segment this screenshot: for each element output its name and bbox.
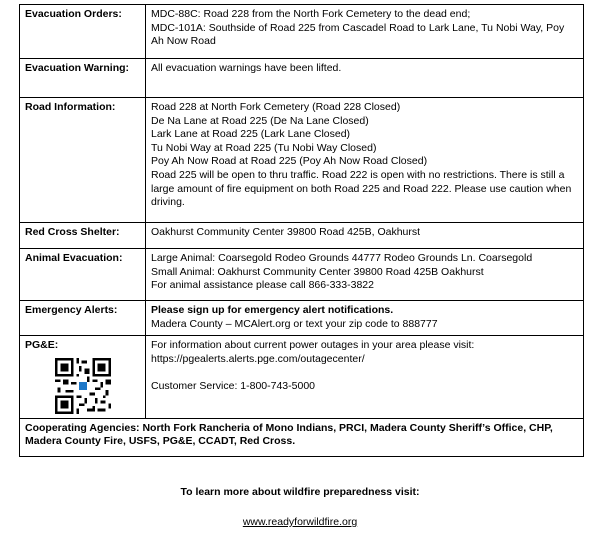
table-row xyxy=(20,301,584,336)
evacuation-orders-value xyxy=(146,5,584,59)
evacuation-warning-value xyxy=(146,59,584,98)
table-row xyxy=(20,418,584,456)
road-closure-line: Poy Ah Now Road at Road 225 (Poy Ah Now Road Closed) xyxy=(151,155,428,168)
table-row xyxy=(20,59,584,98)
pge-label: PG&E: xyxy=(25,339,59,352)
customer-service-line: Customer Service: 1-800-743-5000 xyxy=(151,380,316,393)
emergency-alerts-value xyxy=(146,301,584,336)
alert-signup-line: Please sign up for emergency alert notifications. xyxy=(151,304,394,316)
road-information-value xyxy=(146,98,584,223)
outage-center-link[interactable]: https://pgealerts.alerts.pge.com/outagecenter/ xyxy=(151,352,365,365)
road-closure-line: Lark Lane at Road 225 (Lark Lane Closed) xyxy=(151,128,351,141)
table-row xyxy=(20,98,584,223)
evacuation-warning-line: All evacuation warnings have been lifted. xyxy=(151,62,342,74)
road-traffic-note: Road 225 will be open to thru traffic. Road 222 is open with no restrictions. There is still a large amount of fire equipment on both Road 225 and Road 222. Please use caution when driving. xyxy=(151,168,572,209)
qr-code-icon[interactable] xyxy=(55,358,111,414)
pge-value xyxy=(146,336,584,419)
outage-info-line: For information about current power outages in your area please visit: xyxy=(151,339,475,352)
shelter-address: Oakhurst Community Center 39800 Road 425B, Oakhurst xyxy=(151,226,421,238)
road-closure-line: Tu Nobi Way at Road 225 (Tu Nobi Way Closed) xyxy=(151,141,377,154)
table-row xyxy=(20,336,584,419)
large-animal-line: Large Animal: Coarsegold Rodeo Grounds 44777 Rodeo Grounds Ln. Coarsegold xyxy=(151,252,533,264)
evacuation-order-line: MDC-101A: Southside of Road 225 from Cascadel Road to Lark Lane, Tu Nobi Way, Poy Ah Now Road xyxy=(151,21,565,48)
red-cross-shelter-value xyxy=(146,223,584,249)
pge-label-cell xyxy=(20,336,146,419)
table-row xyxy=(20,223,584,249)
wildfire-link[interactable]: www.readyforwildfire.org xyxy=(242,516,358,528)
evacuation-order-line: MDC-88C: Road 228 from the North Fork Cemetery to the dead end; xyxy=(151,8,471,20)
animal-evacuation-value xyxy=(146,249,584,301)
evacuation-orders-label: Evacuation Orders: xyxy=(20,5,146,59)
table-row xyxy=(20,249,584,301)
road-closure-line: De Na Lane at Road 225 (De Na Lane Closed) xyxy=(151,114,369,127)
animal-evacuation-label: Animal Evacuation: xyxy=(20,249,146,301)
incident-info-table xyxy=(19,4,584,457)
table-row xyxy=(20,5,584,59)
red-cross-shelter-label: Red Cross Shelter: xyxy=(20,223,146,249)
wildfire-prompt: To learn more about wildfire preparedness visit: xyxy=(180,486,420,498)
emergency-alerts-label: Emergency Alerts: xyxy=(20,301,146,336)
small-animal-line: Small Animal: Oakhurst Community Center 39800 Road 425B Oakhurst xyxy=(151,265,484,278)
road-information-label: Road Information: xyxy=(20,98,146,223)
spacer xyxy=(151,366,578,380)
road-closure-line: Road 228 at North Fork Cemetery (Road 228 Closed) xyxy=(151,101,401,113)
animal-assistance-line: For animal assistance please call 866-333-3822 xyxy=(151,279,374,292)
cooperating-agencies: Cooperating Agencies: North Fork Rancheria of Mono Indians, PRCI, Madera County Sheriff’s Office, CHP, Madera County Fire, USFS, PG&E, CCADT, Red Cross. xyxy=(20,418,584,456)
alert-county-line: Madera County – MCAlert.org or text your zip code to 888777 xyxy=(151,317,438,330)
evacuation-warning-label: Evacuation Warning: xyxy=(20,59,146,98)
